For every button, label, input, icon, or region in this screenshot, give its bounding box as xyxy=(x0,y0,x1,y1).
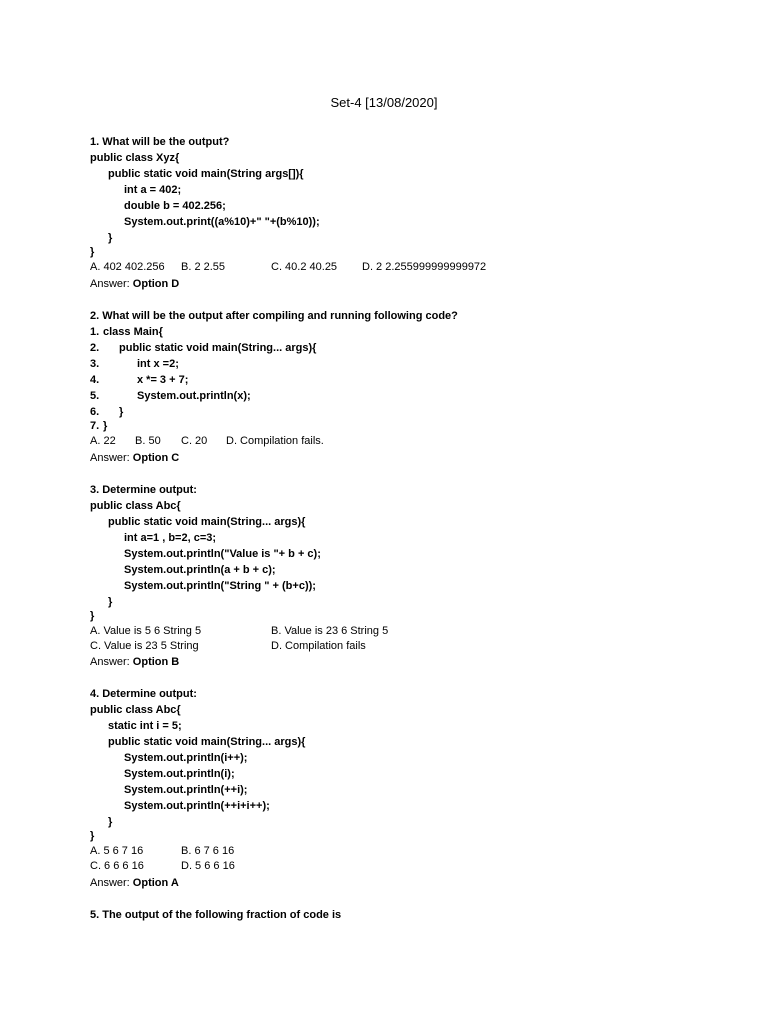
option-b: B. 2 2.55 xyxy=(181,261,226,273)
code-line: System.out.println(i++); xyxy=(124,752,248,764)
code-line: int x =2; xyxy=(137,358,179,370)
answer-label: Answer: xyxy=(90,656,133,668)
option-d: D. Compilation fails. xyxy=(226,435,324,447)
option-d: D. Compilation fails xyxy=(271,640,366,652)
code-line: public static void main(String... args){ xyxy=(108,736,306,748)
line-number: 7. xyxy=(90,420,100,432)
line-number: 3. xyxy=(90,358,100,370)
option-d: D. 5 6 6 16 xyxy=(181,860,235,872)
code-line: System.out.println(++i); xyxy=(124,784,248,796)
answer-line xyxy=(90,876,179,892)
code-line: } xyxy=(90,246,95,258)
code-line: int a = 402; xyxy=(124,184,182,196)
option-c: C. Value is 23 5 String xyxy=(90,640,199,652)
code-line: public class Abc{ xyxy=(90,704,181,716)
code-line: } xyxy=(103,420,108,432)
code-line: double b = 402.256; xyxy=(124,200,226,212)
question-5-text: 5. The output of the following fraction of code is xyxy=(90,909,342,921)
code-line: System.out.println(++i+i++); xyxy=(124,800,270,812)
option-c: C. 6 6 6 16 xyxy=(90,860,144,872)
answer-line xyxy=(90,655,179,671)
answer-line xyxy=(90,451,179,467)
question-1-text: 1. What will be the output? xyxy=(90,136,230,148)
option-b: B. 50 xyxy=(135,435,161,447)
option-d: D. 2 2.255999999999972 xyxy=(362,261,487,273)
line-number: 1. xyxy=(90,326,100,338)
answer-value: Option B xyxy=(132,656,180,668)
answer-value: Option A xyxy=(132,877,179,889)
code-line: System.out.println("Value is "+ b + c); xyxy=(124,548,321,560)
option-a: A. Value is 5 6 String 5 xyxy=(90,625,202,637)
code-line: class Main{ xyxy=(103,326,163,338)
option-a: A. 402 402.256 xyxy=(90,261,165,273)
answer-value: Option C xyxy=(132,452,180,464)
question-2-text: 2. What will be the output after compiling and running following code? xyxy=(90,310,458,322)
code-line: System.out.println(i); xyxy=(124,768,235,780)
code-line: x *= 3 + 7; xyxy=(137,374,189,386)
line-number: 2. xyxy=(90,342,100,354)
code-line: System.out.println("String " + (b+c)); xyxy=(124,580,316,592)
code-line: public class Abc{ xyxy=(90,500,181,512)
option-a: A. 22 xyxy=(90,435,116,447)
code-line: static int i = 5; xyxy=(108,720,182,732)
option-b: B. 6 7 6 16 xyxy=(181,845,235,857)
code-line: } xyxy=(108,232,113,244)
code-line: public static void main(String... args){ xyxy=(108,516,306,528)
answer-label: Answer: xyxy=(90,452,133,464)
page-title: Set-4 [13/08/2020] xyxy=(330,95,438,110)
question-4-text: 4. Determine output: xyxy=(90,688,197,700)
code-line: System.out.println(x); xyxy=(137,390,251,402)
code-line: int a=1 , b=2, c=3; xyxy=(124,532,217,544)
line-number: 4. xyxy=(90,374,100,386)
answer-label: Answer: xyxy=(90,877,133,889)
code-line: } xyxy=(90,830,95,842)
option-b: B. Value is 23 6 String 5 xyxy=(271,625,389,637)
code-line: public class Xyz{ xyxy=(90,152,180,164)
answer-label: Answer: xyxy=(90,278,133,290)
code-line: System.out.print((a%10)+" "+(b%10)); xyxy=(124,216,320,228)
question-3-text: 3. Determine output: xyxy=(90,484,197,496)
code-line: public static void main(String args[]){ xyxy=(108,168,304,180)
code-line: } xyxy=(108,596,113,608)
option-a: A. 5 6 7 16 xyxy=(90,845,144,857)
answer-value: Option D xyxy=(132,278,180,290)
code-line: } xyxy=(119,406,124,418)
option-c: C. 20 xyxy=(181,435,208,447)
code-line: } xyxy=(108,816,113,828)
line-number: 6. xyxy=(90,406,100,418)
code-line: } xyxy=(90,610,95,622)
option-c: C. 40.2 40.25 xyxy=(271,261,338,273)
code-line: System.out.println(a + b + c); xyxy=(124,564,276,576)
answer-line xyxy=(90,277,179,293)
code-line: public static void main(String... args){ xyxy=(119,342,317,354)
line-number: 5. xyxy=(90,390,100,402)
